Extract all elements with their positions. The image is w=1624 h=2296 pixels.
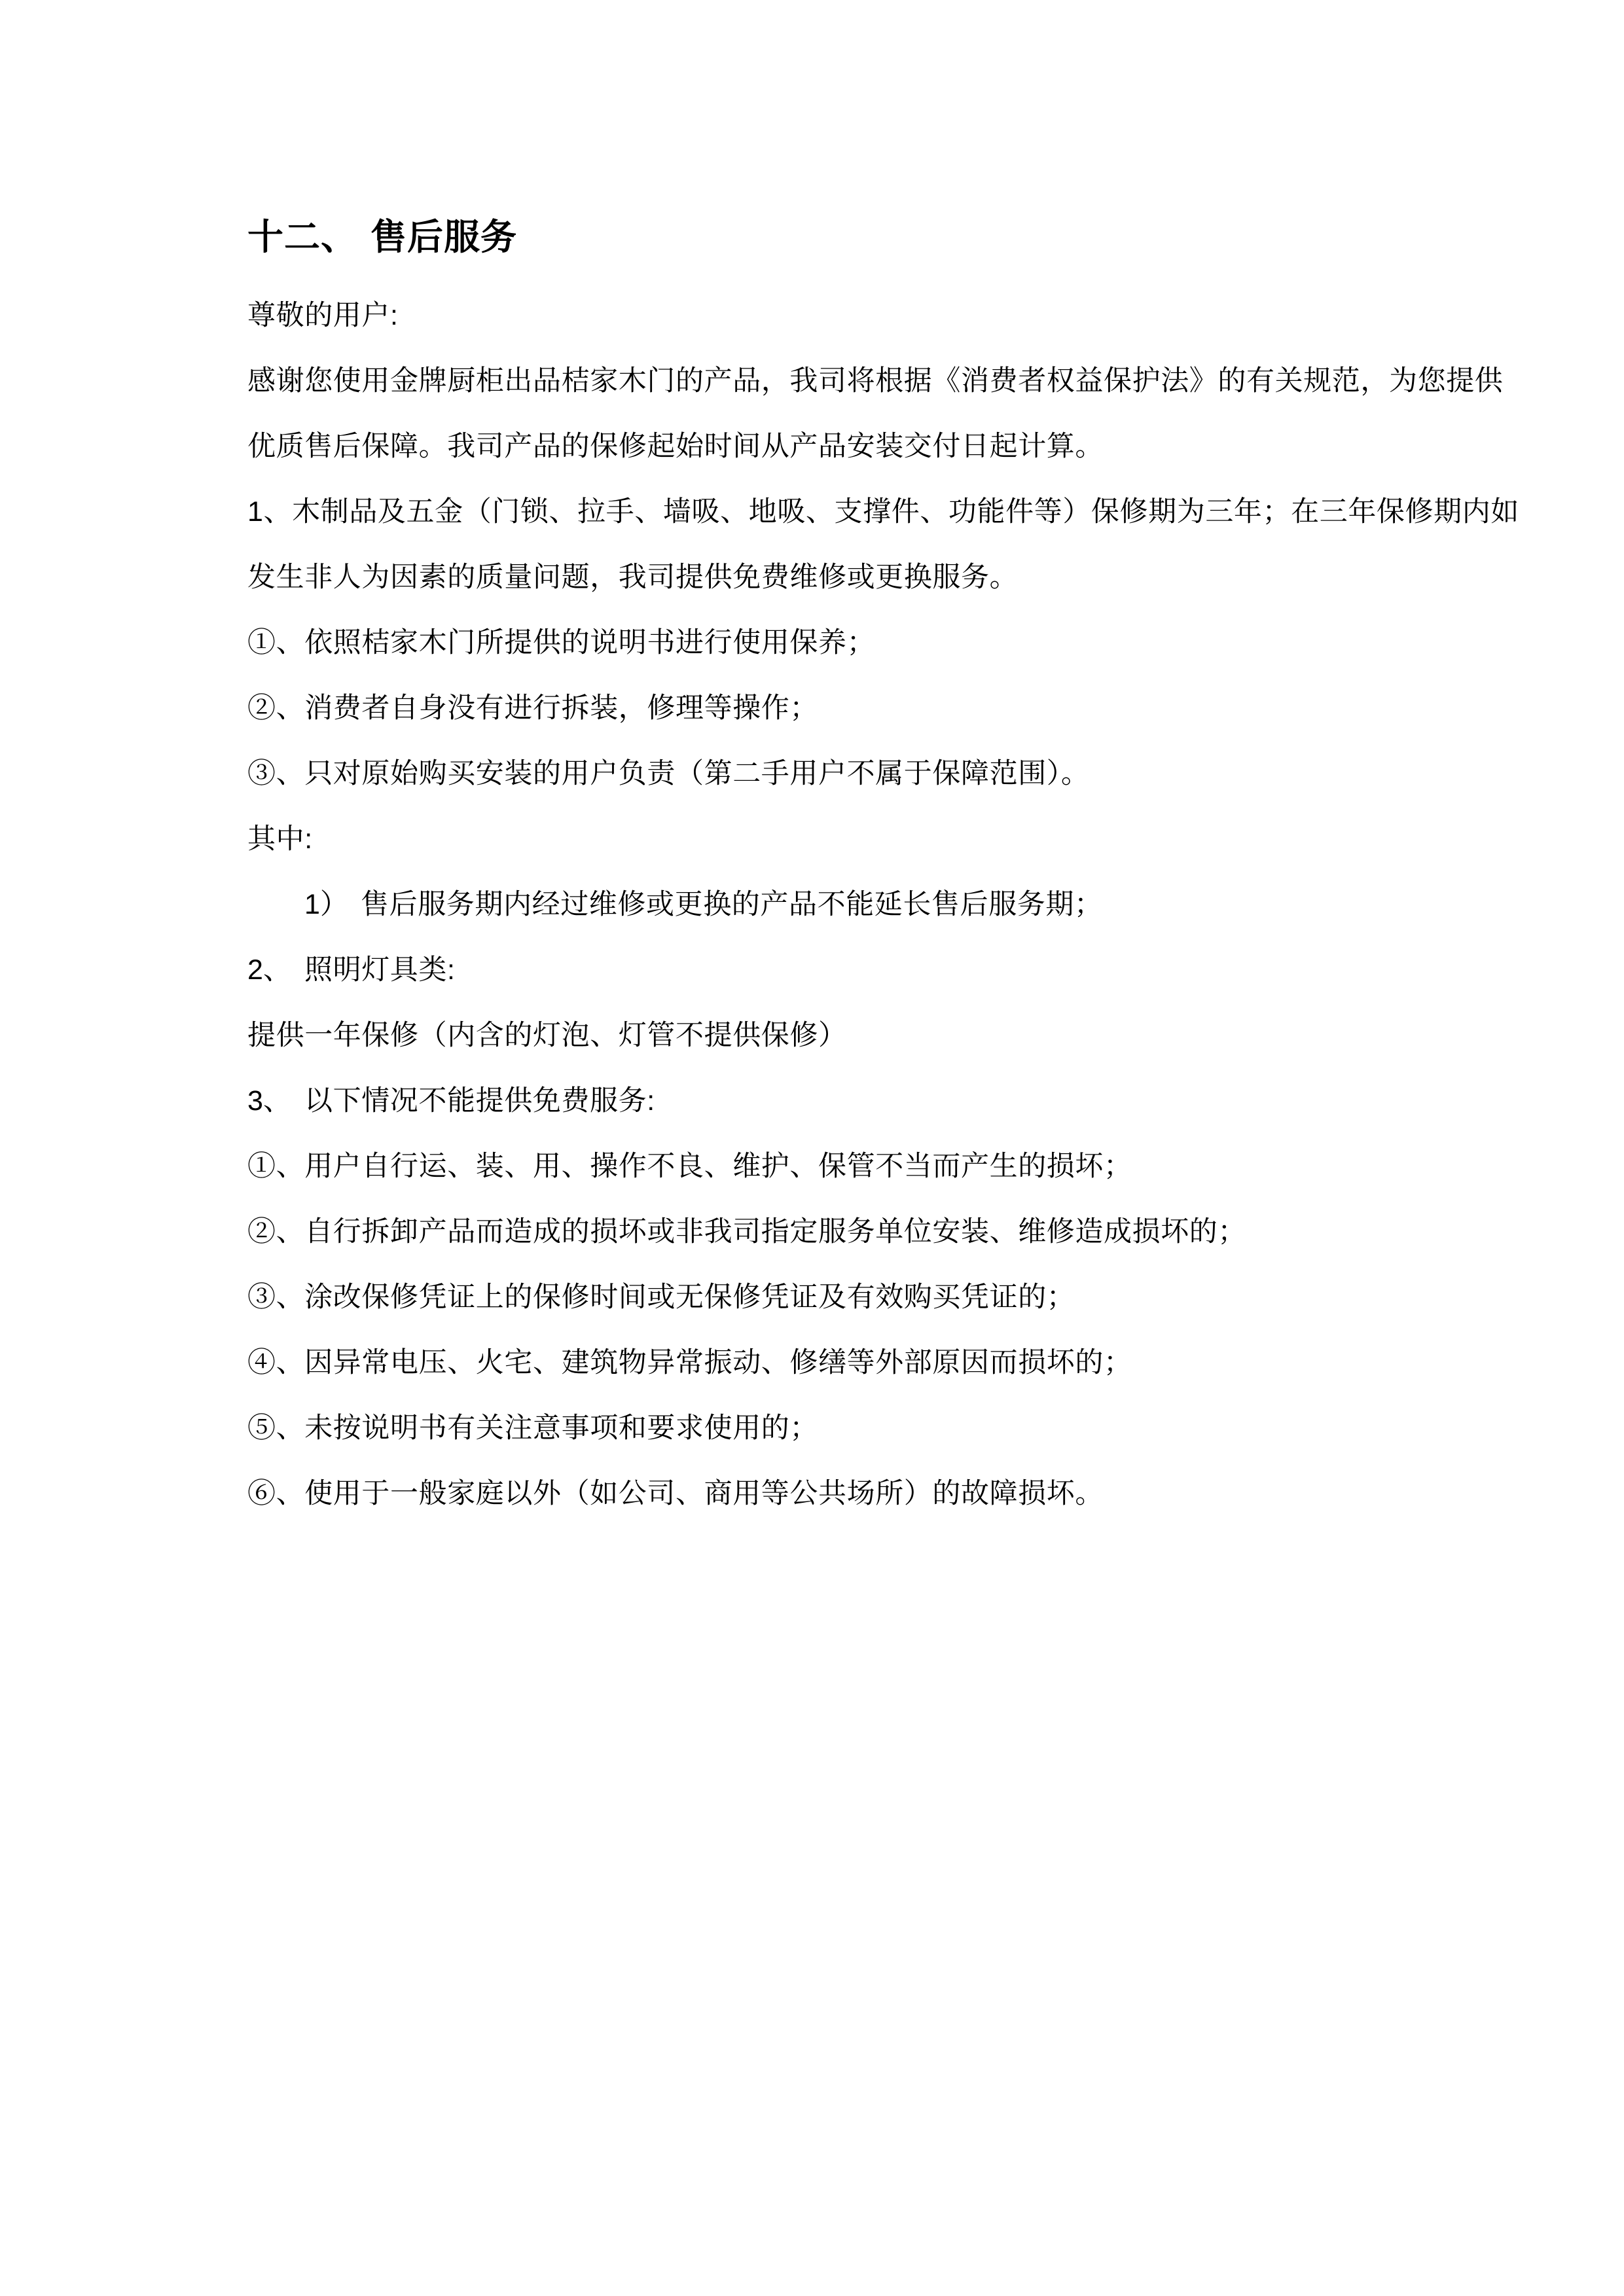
item-number: 2、 (247, 954, 291, 986)
condition-item: ③、只对原始购买安装的用户负责（第二手用户不属于保障范围）。 (247, 758, 1090, 789)
warranty-term-line: 发生非人为因素的质量问题，我司提供免费维修或更换服务。 (247, 562, 1019, 593)
sub-item-number: 1） (304, 889, 348, 920)
numbered-item (247, 937, 1506, 1003)
sub-item-text: 售后服务期内经过维修或更换的产品不能延长售后服务期； (361, 889, 1103, 920)
numbered-item (247, 1068, 1506, 1134)
exclusion-item: ③、涂改保修凭证上的保修时间或无保修凭证及有效购买凭证的； (247, 1282, 1075, 1313)
exclusion-item: ⑤、未按说明书有关注意事项和要求使用的； (247, 1412, 818, 1444)
exclusion-item: ②、自行拆卸产品而造成的损坏或非我司指定服务单位安装、维修造成损坏的； (247, 1216, 1246, 1247)
section-title-text: 售后服务 (370, 217, 518, 257)
paragraph-line: 提供一年保修（内含的灯泡、灯管不提供保修） (247, 1020, 847, 1051)
item-number: 3、 (247, 1085, 291, 1117)
intro-line: 感谢您使用金牌厨柜出品桔家木门的产品，我司将根据《消费者权益保护法》的有关规范，为您提供 (247, 365, 1504, 397)
salutation: 尊敬的用户: (247, 300, 399, 331)
note-label: 其中: (247, 823, 313, 855)
section-number: 十二、 (247, 217, 358, 257)
page-title (247, 216, 1506, 258)
exclusion-item: ④、因异常电压、火宅、建筑物异常振动、修缮等外部原因而损坏的； (247, 1347, 1132, 1378)
exclusion-item: ⑥、使用于一般家庭以外（如公司、商用等公共场所）的故障损坏。 (247, 1478, 1104, 1509)
exclusion-item: ①、用户自行运、装、用、操作不良、维护、保管不当而产生的损坏； (247, 1151, 1132, 1182)
warranty-term-line: 1、木制品及五金（门锁、拉手、墙吸、地吸、支撑件、功能件等）保修期为三年；在三年保修期内如 (247, 496, 1519, 528)
document-body (247, 348, 1519, 1526)
item-text: 以下情况不能提供免费服务: (304, 1085, 655, 1117)
sub-item (247, 872, 1506, 937)
intro-line: 优质售后保障。我司产品的保修起始时间从产品安装交付日起计算。 (247, 431, 1104, 462)
condition-item: ②、消费者自身没有进行拆装，修理等操作； (247, 692, 818, 724)
item-text: 照明灯具类: (304, 954, 456, 986)
condition-item: ①、依照桔家木门所提供的说明书进行使用保养； (247, 627, 876, 658)
